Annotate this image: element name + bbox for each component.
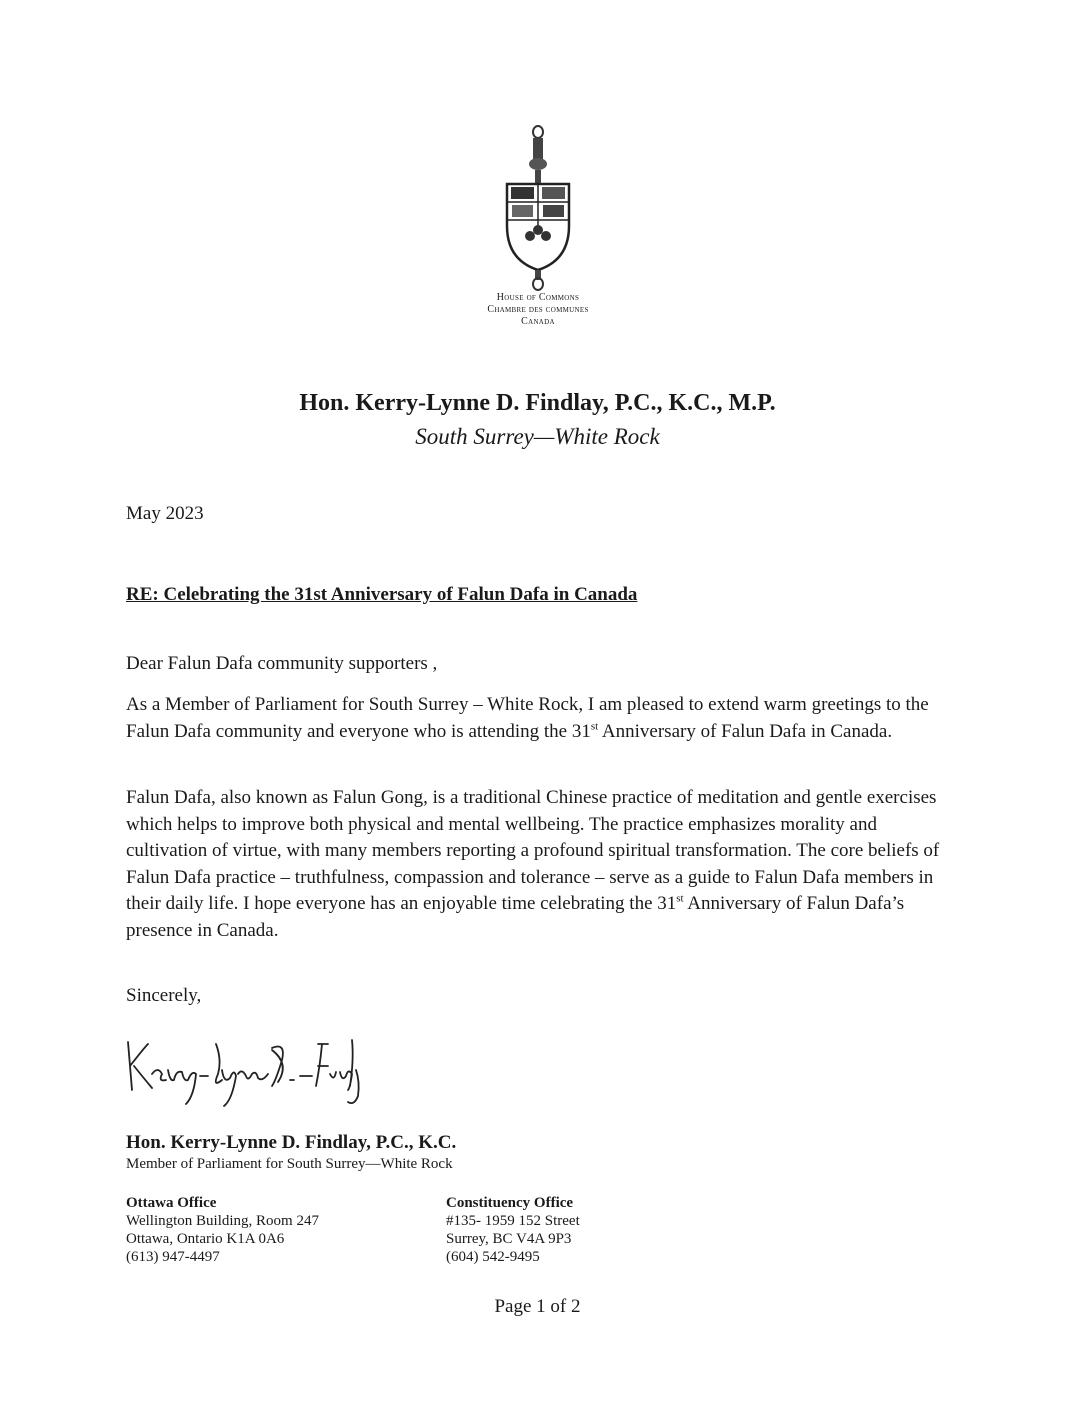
signer-name: Hon. Kerry-Lynne D. Findlay, P.C., K.C. [126,1132,457,1153]
letter-date: May 2023 [126,503,204,524]
body-paragraph-1: As a Member of Parliament for South Surrey – White Rock, I am pleased to extend warm greetings to the Falun Dafa community and everyone who is attending the 31st Anniversary of Falun Dafa in Canada. [126,694,929,742]
handwritten-signature [122,1030,362,1108]
house-of-commons-crest-icon [497,124,579,292]
house-of-commons-wordmark [400,292,676,328]
riding-name: South Surrey—White Rock [415,424,660,449]
body-paragraph-2: Falun Dafa, also known as Falun Gong, is a traditional Chinese practice of meditation and gentle exercises which helps to improve both physical and mental wellbeing. The practice emphasizes morality and cultivation of virtue, with many members reporting a profound spiritual transformation. The core beliefs of Falun Dafa practice – truthfulness, compassion and tolerance – serve as a guide to Falun Dafa members in their daily life. I hope everyone has an enjoyable time celebrating the 31st Anniversary of Falun Dafa’s presence in Canada. [126,787,940,941]
ottawa-address-line-1: Wellington Building, Room 247 [126,1213,319,1229]
constituency-address-line-2: Surrey, BC V4A 9P3 [446,1231,572,1247]
constituency-office-block [446,1194,580,1266]
ottawa-phone: (613) 947-4497 [126,1249,220,1265]
constituency-phone: (604) 542-9495 [446,1249,540,1265]
ottawa-office-heading: Ottawa Office [126,1195,217,1211]
house-name-en: House of Commons [496,292,580,303]
ottawa-address-line-2: Ottawa, Ontario K1A 0A6 [126,1231,285,1247]
constituency-address-line-1: #135- 1959 152 Street [446,1213,580,1229]
signer-title: Member of Parliament for South Surrey—White Rock [126,1156,453,1172]
house-name-fr: Chambre des communes [487,304,589,315]
closing: Sincerely, [126,985,202,1006]
constituency-office-heading: Constituency Office [446,1195,574,1211]
country-name: Canada [521,316,555,327]
mp-name-heading: Hon. Kerry-Lynne D. Findlay, P.C., K.C., M.P. [299,390,776,416]
salutation: Dear Falun Dafa community supporters , [126,653,438,674]
page-number: Page 1 of 2 [494,1296,581,1317]
ottawa-office-block [126,1194,319,1266]
subject-line: RE: Celebrating the 31st Anniversary of Falun Dafa in Canada [126,584,638,605]
